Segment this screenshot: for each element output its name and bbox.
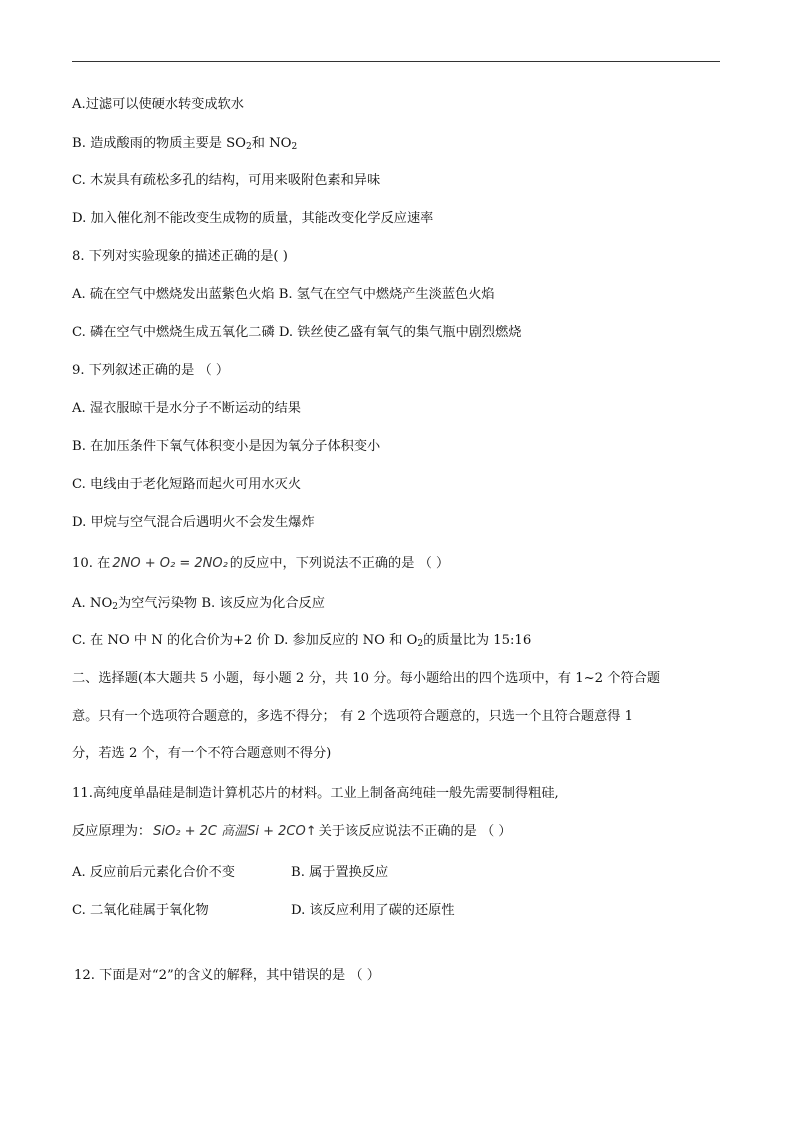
section2-heading-line1: 二、选择题(本大题共 5 小题，每小题 2 分，共 10 分。每小题给出的四个选项中，有 1~2 个符合题 [72,671,661,686]
q7-option-c: C. 木炭具有疏松多孔的结构，可用来吸附色素和异味 [72,173,381,188]
q10-options-cd: C. 在 NO 中 N 的化合价为+2 价 D. 参加反应的 NO 和 $O_2$的质量比为 15:16 [72,633,532,649]
q9-option-c: C. 电线由于老化短路而起火可用水灭火 [72,477,302,492]
q7-option-d: D. 加入催化剂不能改变生成物的质量，其能改变化学反应速率 [72,211,434,226]
section2-heading-line2: 意。只有一个选项符合题意的，多选不得分； 有 2 个选项符合题意的，只选一个且符合题意得 1 [72,709,634,724]
q8-options-cd: C. 磷在空气中燃烧生成五氧化二磷 D. 铁丝使乙盛有氧气的集气瓶中剧烈燃烧 [72,325,522,340]
q10-stem: 10. 在 2NO + O₂ = 2NO₂ 的反应中，下列说法不正确的是 （ ） [72,556,450,571]
q9-option-d: D. 甲烷与空气混合后遇明火不会发生爆炸 [72,515,315,530]
q7-option-b: B. 造成酸雨的物质主要是 $SO_2$和 $NO_2$ [72,136,298,152]
q11-equation: SiO₂ + 2C 高温Si + 2CO↑ [153,824,317,839]
header-rule [72,61,720,62]
q10-equation: 2NO + O₂ = 2NO₂ [112,556,228,571]
q8-options-ab: A. 硫在空气中燃烧发出蓝紫色火焰 B. 氢气在空气中燃烧产生淡蓝色火焰 [72,287,495,302]
section2-heading-line3: 分，若选 2 个，有一个不符合题意则不得分) [72,746,332,761]
q9-option-b: B. 在加压条件下氧气体积变小是因为氧分子体积变小 [72,439,381,454]
q9-option-a: A. 湿衣服晾干是水分子不断运动的结果 [72,401,301,416]
q10-options-ab: A. $NO_2$为空气污染物 B. 该反应为化合反应 [72,596,325,612]
q7-option-a: A.过滤可以使硬水转变成软水 [72,97,244,112]
q8-stem: 8. 下列对实验现象的描述正确的是( ) [72,249,288,264]
q11-stem: 11.高纯度单晶硅是制造计算机芯片的材料。工业上制备高纯硅一般先需要制得粗硅, [72,786,559,801]
q11-options-cd: C. 二氧化硅属于氧化物 D. 该反应利用了碳的还原性 [72,903,455,918]
q12-stem: 12. 下面是对“2”的含义的解释，其中错误的是 （ ） [74,968,380,983]
q9-stem: 9. 下列叙述正确的是 （ ） [72,363,230,378]
q11-reaction-line: 反应原理为： SiO₂ + 2C 高温Si + 2CO↑ 关于该反应说法不正确的是 （ ） [72,824,512,839]
q11-options-ab: A. 反应前后元素化合价不变 B. 属于置换反应 [72,865,389,880]
